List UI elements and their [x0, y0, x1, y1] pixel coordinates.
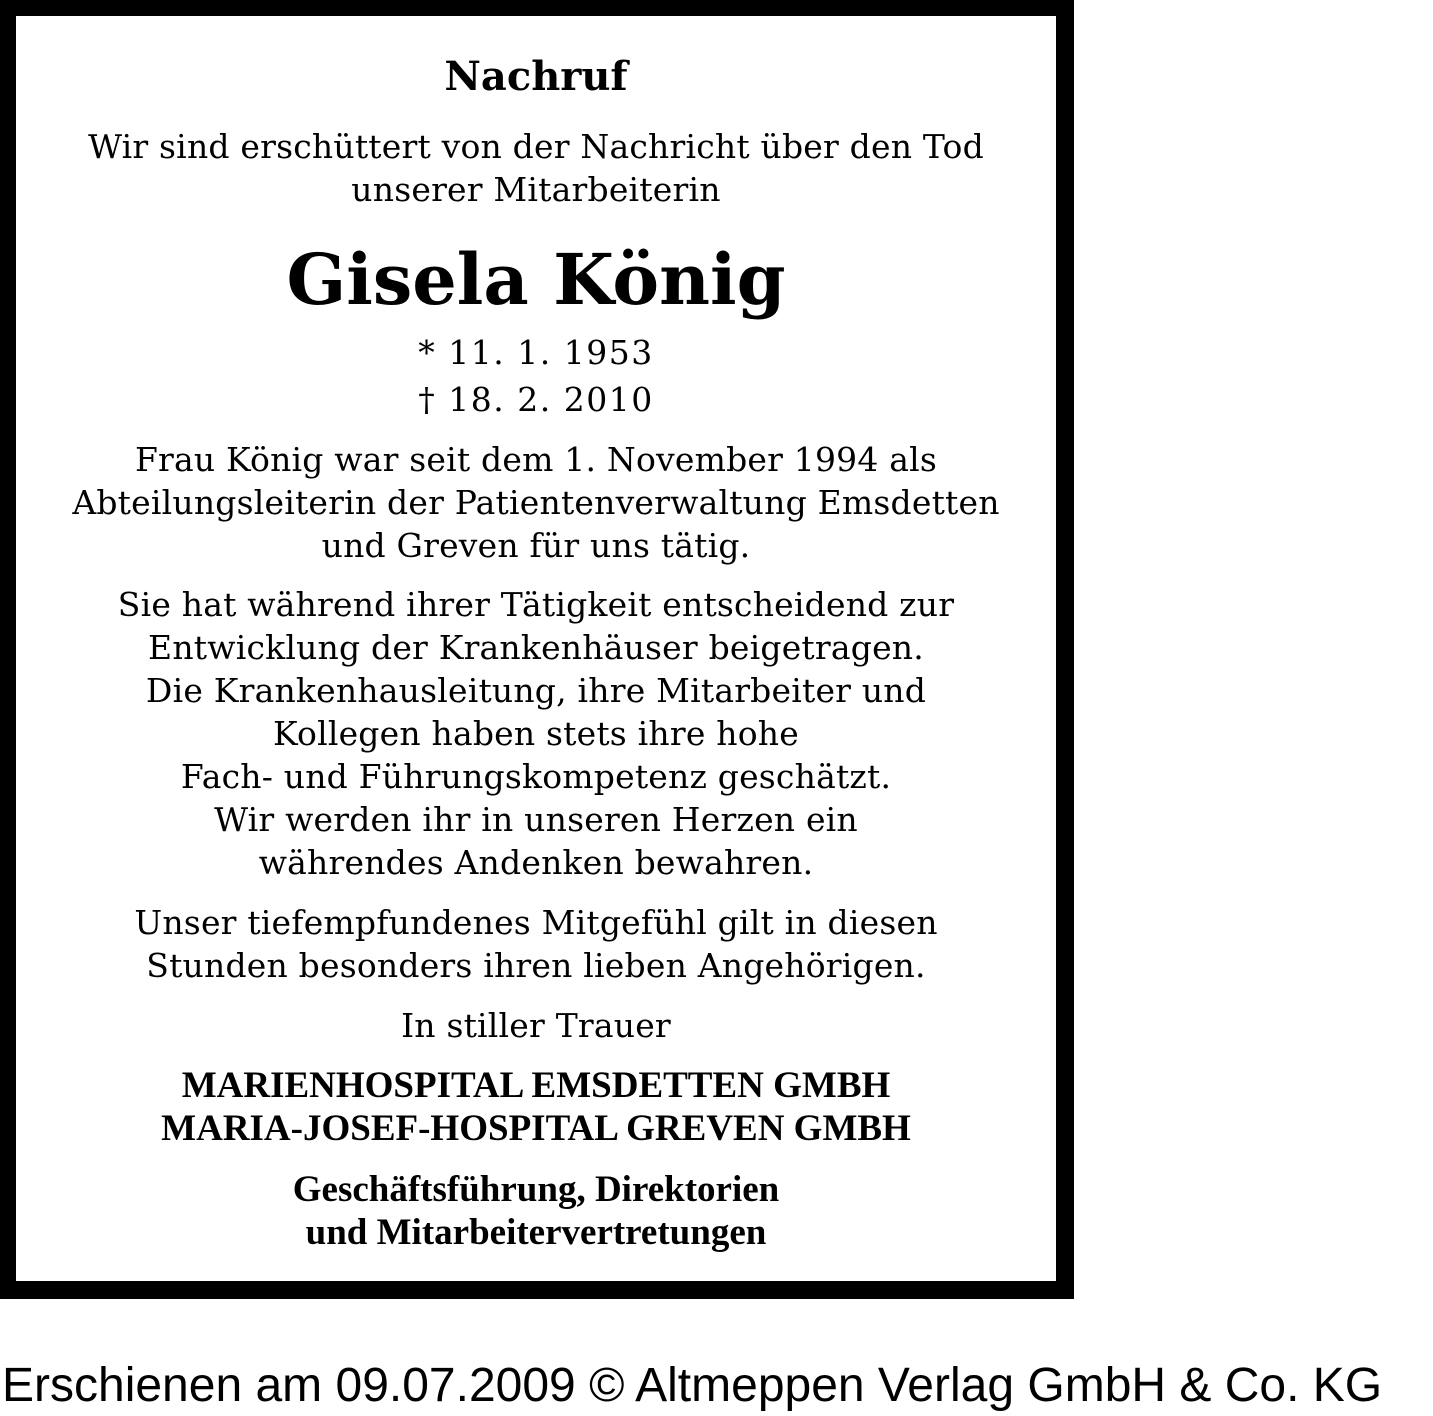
paragraph2-line-4: Kollegen haben stets ihre hohe [273, 714, 799, 753]
paragraph3-line-1: Unser tiefempfundenes Mitgefühl gilt in diesen [134, 903, 938, 942]
paragraph2-line-6: Wir werden ihr in unseren Herzen ein [214, 800, 858, 839]
paragraph2-line-5: Fach- und Führungskompetenz geschätzt. [180, 757, 892, 796]
intro-line-1: Wir sind erschüttert von der Nachricht über den Tod [88, 127, 984, 166]
death-date: † 18. 2. 2010 [418, 380, 654, 419]
paragraph2-line-1: Sie hat während ihrer Tätigkeit entscheidend zur [117, 585, 955, 624]
paragraph1-line-3: und Greven für uns tätig. [321, 526, 751, 565]
birth-date: * 11. 1. 1953 [418, 333, 654, 372]
paragraph2-line-3: Die Krankenhausleitung, ihre Mitarbeiter und [145, 671, 927, 710]
notice-heading: Nachruf [444, 53, 628, 100]
publication-footer: Erschienen am 09.07.2009 © Altmeppen Verlag GmbH & Co. KG [2, 1359, 1383, 1412]
paragraph2-line-7: währendes Andenken bewahren. [258, 843, 814, 882]
paragraph3-line-2: Stunden besonders ihren lieben Angehörigen. [146, 946, 926, 985]
management-line-1: Geschäftsführung, Direktorien [292, 1169, 780, 1210]
organization-line-2: MARIA-JOSEF-HOSPITAL GREVEN GMBH [161, 1108, 911, 1149]
paragraph1-line-1: Frau König war seit dem 1. November 1994 als [134, 440, 938, 479]
paragraph2-line-2: Entwicklung der Krankenhäuser beigetragen. [148, 628, 924, 667]
management-line-2: und Mitarbeitervertretungen [305, 1212, 767, 1253]
deceased-name: Gisela König [286, 238, 786, 321]
closing-line: In stiller Trauer [401, 1006, 671, 1045]
organization-line-1: MARIENHOSPITAL EMSDETTEN GMBH [181, 1065, 891, 1106]
paragraph1-line-2: Abteilungsleiterin der Patientenverwaltung Emsdetten [72, 483, 1000, 522]
intro-line-2: unserer Mitarbeiterin [351, 170, 721, 209]
